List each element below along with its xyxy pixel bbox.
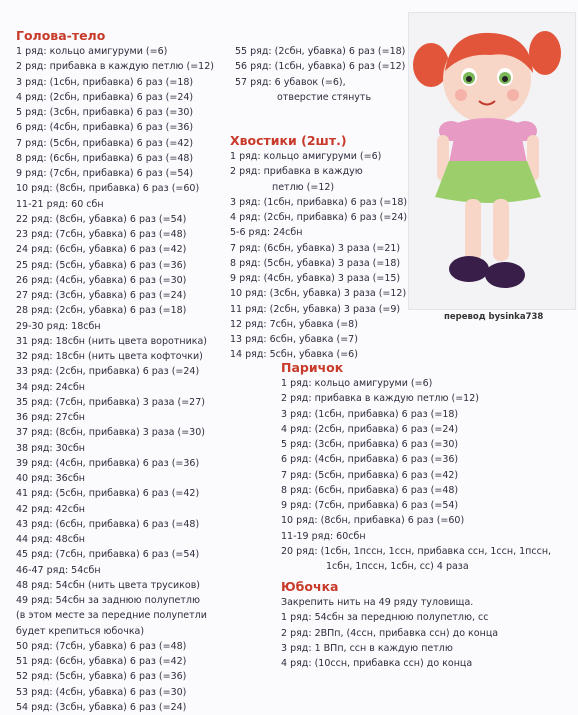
- row-instruction: 4 ряд: (10ссн, прибавка ссн) до конца: [281, 658, 473, 669]
- head-body-section: [16, 28, 214, 715]
- row-instruction: 10 ряд: (8сбн, прибавка) 6 раз (=60): [16, 183, 200, 195]
- row-instruction: 1 ряд: кольцо амигуруми (=6): [230, 151, 382, 162]
- row-instruction: 2 ряд: прибавка в каждую: [230, 166, 363, 178]
- row-instruction: 37 ряд: (8сбн, прибавка) 3 раза (=30): [16, 427, 205, 439]
- doll-illustration: [409, 13, 575, 309]
- row-instruction: петлю (=12): [272, 181, 335, 193]
- photo-caption: перевод bysinka738: [444, 312, 544, 322]
- row-instruction: 56 ряд: (1сбн, убавка) 6 раз (=12): [235, 61, 406, 73]
- row-instruction: 12 ряд: 7сбн, убавка (=8): [230, 318, 358, 330]
- row-instruction: 4 ряд: (2сбн, прибавка) 6 раз (=24): [16, 91, 194, 103]
- wig-section: [281, 360, 551, 574]
- ponytails-section: [230, 133, 407, 363]
- row-instruction: 27 ряд: (3сбн, убавка) 6 раз (=24): [16, 290, 187, 301]
- row-instruction: 9 ряд: (4сбн, убавка) 3 раза (=15): [230, 273, 401, 284]
- row-instruction: 51 ряд: (6сбн, убавка) 6 раз (=42): [16, 656, 187, 667]
- row-instruction: 35 ряд: (7сбн, прибавка) 3 раза (=27): [16, 396, 205, 408]
- row-instruction: 1 ряд: 54сбн за переднюю полупетлю, сс: [281, 612, 489, 624]
- row-instruction: будет крепиться юбочка): [16, 625, 145, 637]
- row-instruction: 13 ряд: 6сбн, убавка (=7): [230, 334, 358, 345]
- row-instruction: 11-21 ряд: 60 сбн: [16, 198, 104, 210]
- row-instruction: (в этом месте за передние полупетли: [16, 610, 207, 622]
- row-instruction: 7 ряд: (5сбн, прибавка) 6 раз (=42): [281, 469, 459, 481]
- row-instruction: 28 ряд: (2сбн, убавка) 6 раз (=18): [16, 305, 187, 317]
- row-instruction: 48 ряд: 54сбн (нить цвета трусиков): [16, 579, 201, 591]
- row-instruction: 8 ряд: (5сбн, убавка) 3 раза (=18): [230, 257, 401, 269]
- row-instruction: 6 ряд: (4сбн, прибавка) 6 раз (=36): [281, 454, 459, 466]
- row-instruction: 2 ряд: прибавка в каждую петлю (=12): [16, 61, 214, 73]
- row-instruction: 26 ряд: (4сбн, убавка) 6 раз (=30): [16, 274, 187, 286]
- wig-title: Паричок: [281, 360, 344, 375]
- row-instruction: 9 ряд: (7сбн, прибавка) 6 раз (=54): [281, 500, 459, 511]
- row-instruction: 14 ряд: 5сбн, убавка (=6): [230, 349, 358, 361]
- row-instruction: 2 ряд: прибавка в каждую петлю (=12): [281, 393, 479, 405]
- row-instruction: 1 ряд: кольцо амигуруми (=6): [16, 46, 168, 57]
- row-instruction: 4 ряд: (2сбн, прибавка) 6 раз (=24): [281, 423, 459, 435]
- row-instruction: 52 ряд: (5сбн, убавка) 6 раз (=36): [16, 671, 187, 683]
- row-instruction: 34 ряд: 24сбн: [16, 381, 86, 393]
- row-instruction: 6 ряд: (4сбн, прибавка) 6 раз (=36): [16, 122, 194, 134]
- row-instruction: 8 ряд: (6сбн, прибавка) 6 раз (=48): [16, 152, 194, 164]
- row-instruction: 44 ряд: 48сбн: [16, 534, 86, 545]
- row-instruction: 23 ряд: (7сбн, убавка) 6 раз (=48): [16, 229, 187, 240]
- row-instruction: 9 ряд: (7сбн, прибавка) 6 раз (=54): [16, 168, 194, 179]
- row-instruction: 53 ряд: (4сбн, убавка) 6 раз (=30): [16, 686, 187, 698]
- row-instruction: 3 ряд: (1сбн, прибавка) 6 раз (=18): [281, 408, 459, 420]
- row-instruction: 32 ряд: 18сбн (нить цвета кофточки): [16, 351, 203, 362]
- row-instruction: 22 ряд: (8сбн, убавка) 6 раз (=54): [16, 213, 187, 225]
- row-instruction: 2 ряд: 2ВПп, (4ссн, прибавка ссн) до конца: [281, 627, 499, 639]
- doll-photo: [408, 12, 576, 310]
- row-instruction: 3 ряд: (1сбн, прибавка) 6 раз (=18): [230, 196, 408, 208]
- skirt-section: [281, 579, 498, 671]
- row-instruction: 1 ряд: кольцо амигуруми (=6): [281, 378, 433, 389]
- skirt-title: Юбочка: [281, 579, 339, 594]
- row-instruction: 10 ряд: (3сбн, убавка) 3 раза (=12): [230, 288, 407, 300]
- row-instruction: 24 ряд: (6сбн, убавка) 6 раз (=42): [16, 244, 187, 256]
- row-instruction: 20 ряд: (1сбн, 1пссн, 1ссн, прибавка ссн, 1ссн, 1пссн,: [281, 545, 552, 557]
- row-instruction: 10 ряд: (8сбн, прибавка) 6 раз (=60): [281, 515, 465, 527]
- row-instruction: 40 ряд: 36сбн: [16, 473, 86, 484]
- row-instruction: 3 ряд: (1сбн, прибавка) 6 раз (=18): [16, 76, 194, 88]
- row-instruction: 43 ряд: (6сбн, прибавка) 6 раз (=48): [16, 518, 200, 530]
- row-instruction: 41 ряд: (5сбн, прибавка) 6 раз (=42): [16, 488, 200, 500]
- row-instruction: 39 ряд: (4сбн, прибавка) 6 раз (=36): [16, 457, 200, 469]
- row-instruction: 5 ряд: (3сбн, прибавка) 6 раз (=30): [16, 107, 194, 118]
- row-instruction: 45 ряд: (7сбн, прибавка) 6 раз (=54): [16, 549, 200, 561]
- row-instruction: отверстие стянуть: [277, 91, 372, 103]
- row-instruction: 38 ряд: 30сбн: [16, 442, 86, 454]
- ponytails-title: Хвостики (2шт.): [230, 133, 347, 148]
- row-instruction: 49 ряд: 54сбн за заднюю полупетлю: [16, 595, 200, 606]
- row-instruction: Закрепить нить на 49 ряду туловища.: [281, 597, 474, 608]
- row-instruction: 42 ряд: 42сбн: [16, 503, 86, 515]
- row-instruction: 55 ряд: (2сбн, убавка) 6 раз (=18): [235, 46, 406, 57]
- row-instruction: 5-6 ряд: 24сбн: [230, 227, 303, 239]
- row-instruction: 50 ряд: (7сбн, убавка) 6 раз (=48): [16, 640, 187, 652]
- row-instruction: 7 ряд: (5сбн, прибавка) 6 раз (=42): [16, 137, 194, 149]
- row-instruction: 29-30 ряд: 18сбн: [16, 320, 101, 332]
- row-instruction: 46-47 ряд: 54сбн: [16, 564, 101, 576]
- row-instruction: 7 ряд: (6сбн, убавка) 3 раза (=21): [230, 242, 401, 254]
- head-body-continued: [235, 44, 405, 105]
- row-instruction: 31 ряд: 18сбн (нить цвета воротника): [16, 335, 208, 347]
- row-instruction: 25 ряд: (5сбн, убавка) 6 раз (=36): [16, 259, 187, 271]
- row-instruction: 36 ряд: 27сбн: [16, 412, 86, 423]
- row-instruction: 4 ряд: (2сбн, прибавка) 6 раз (=24): [230, 212, 408, 223]
- head-body-title: Голова-тело: [16, 28, 106, 43]
- row-instruction: 8 ряд: (6сбн, прибавка) 6 раз (=48): [281, 484, 459, 496]
- row-instruction: 11 ряд: (2сбн, убавка) 3 раза (=9): [230, 303, 401, 315]
- row-instruction: 11-19 ряд: 60сбн: [281, 530, 366, 542]
- row-instruction: 57 ряд: 6 убавок (=6),: [235, 76, 346, 88]
- row-instruction: 1сбн, 1пссн, 1сбн, сс) 4 раза: [326, 561, 469, 572]
- row-instruction: 54 ряд: (3сбн, убавка) 6 раз (=24): [16, 701, 187, 713]
- row-instruction: 5 ряд: (3сбн, прибавка) 6 раз (=30): [281, 439, 459, 450]
- row-instruction: 33 ряд: (2сбн, прибавка) 6 раз (=24): [16, 366, 200, 378]
- row-instruction: 3 ряд: 1 ВПп, ссн в каждую петлю: [281, 642, 453, 654]
